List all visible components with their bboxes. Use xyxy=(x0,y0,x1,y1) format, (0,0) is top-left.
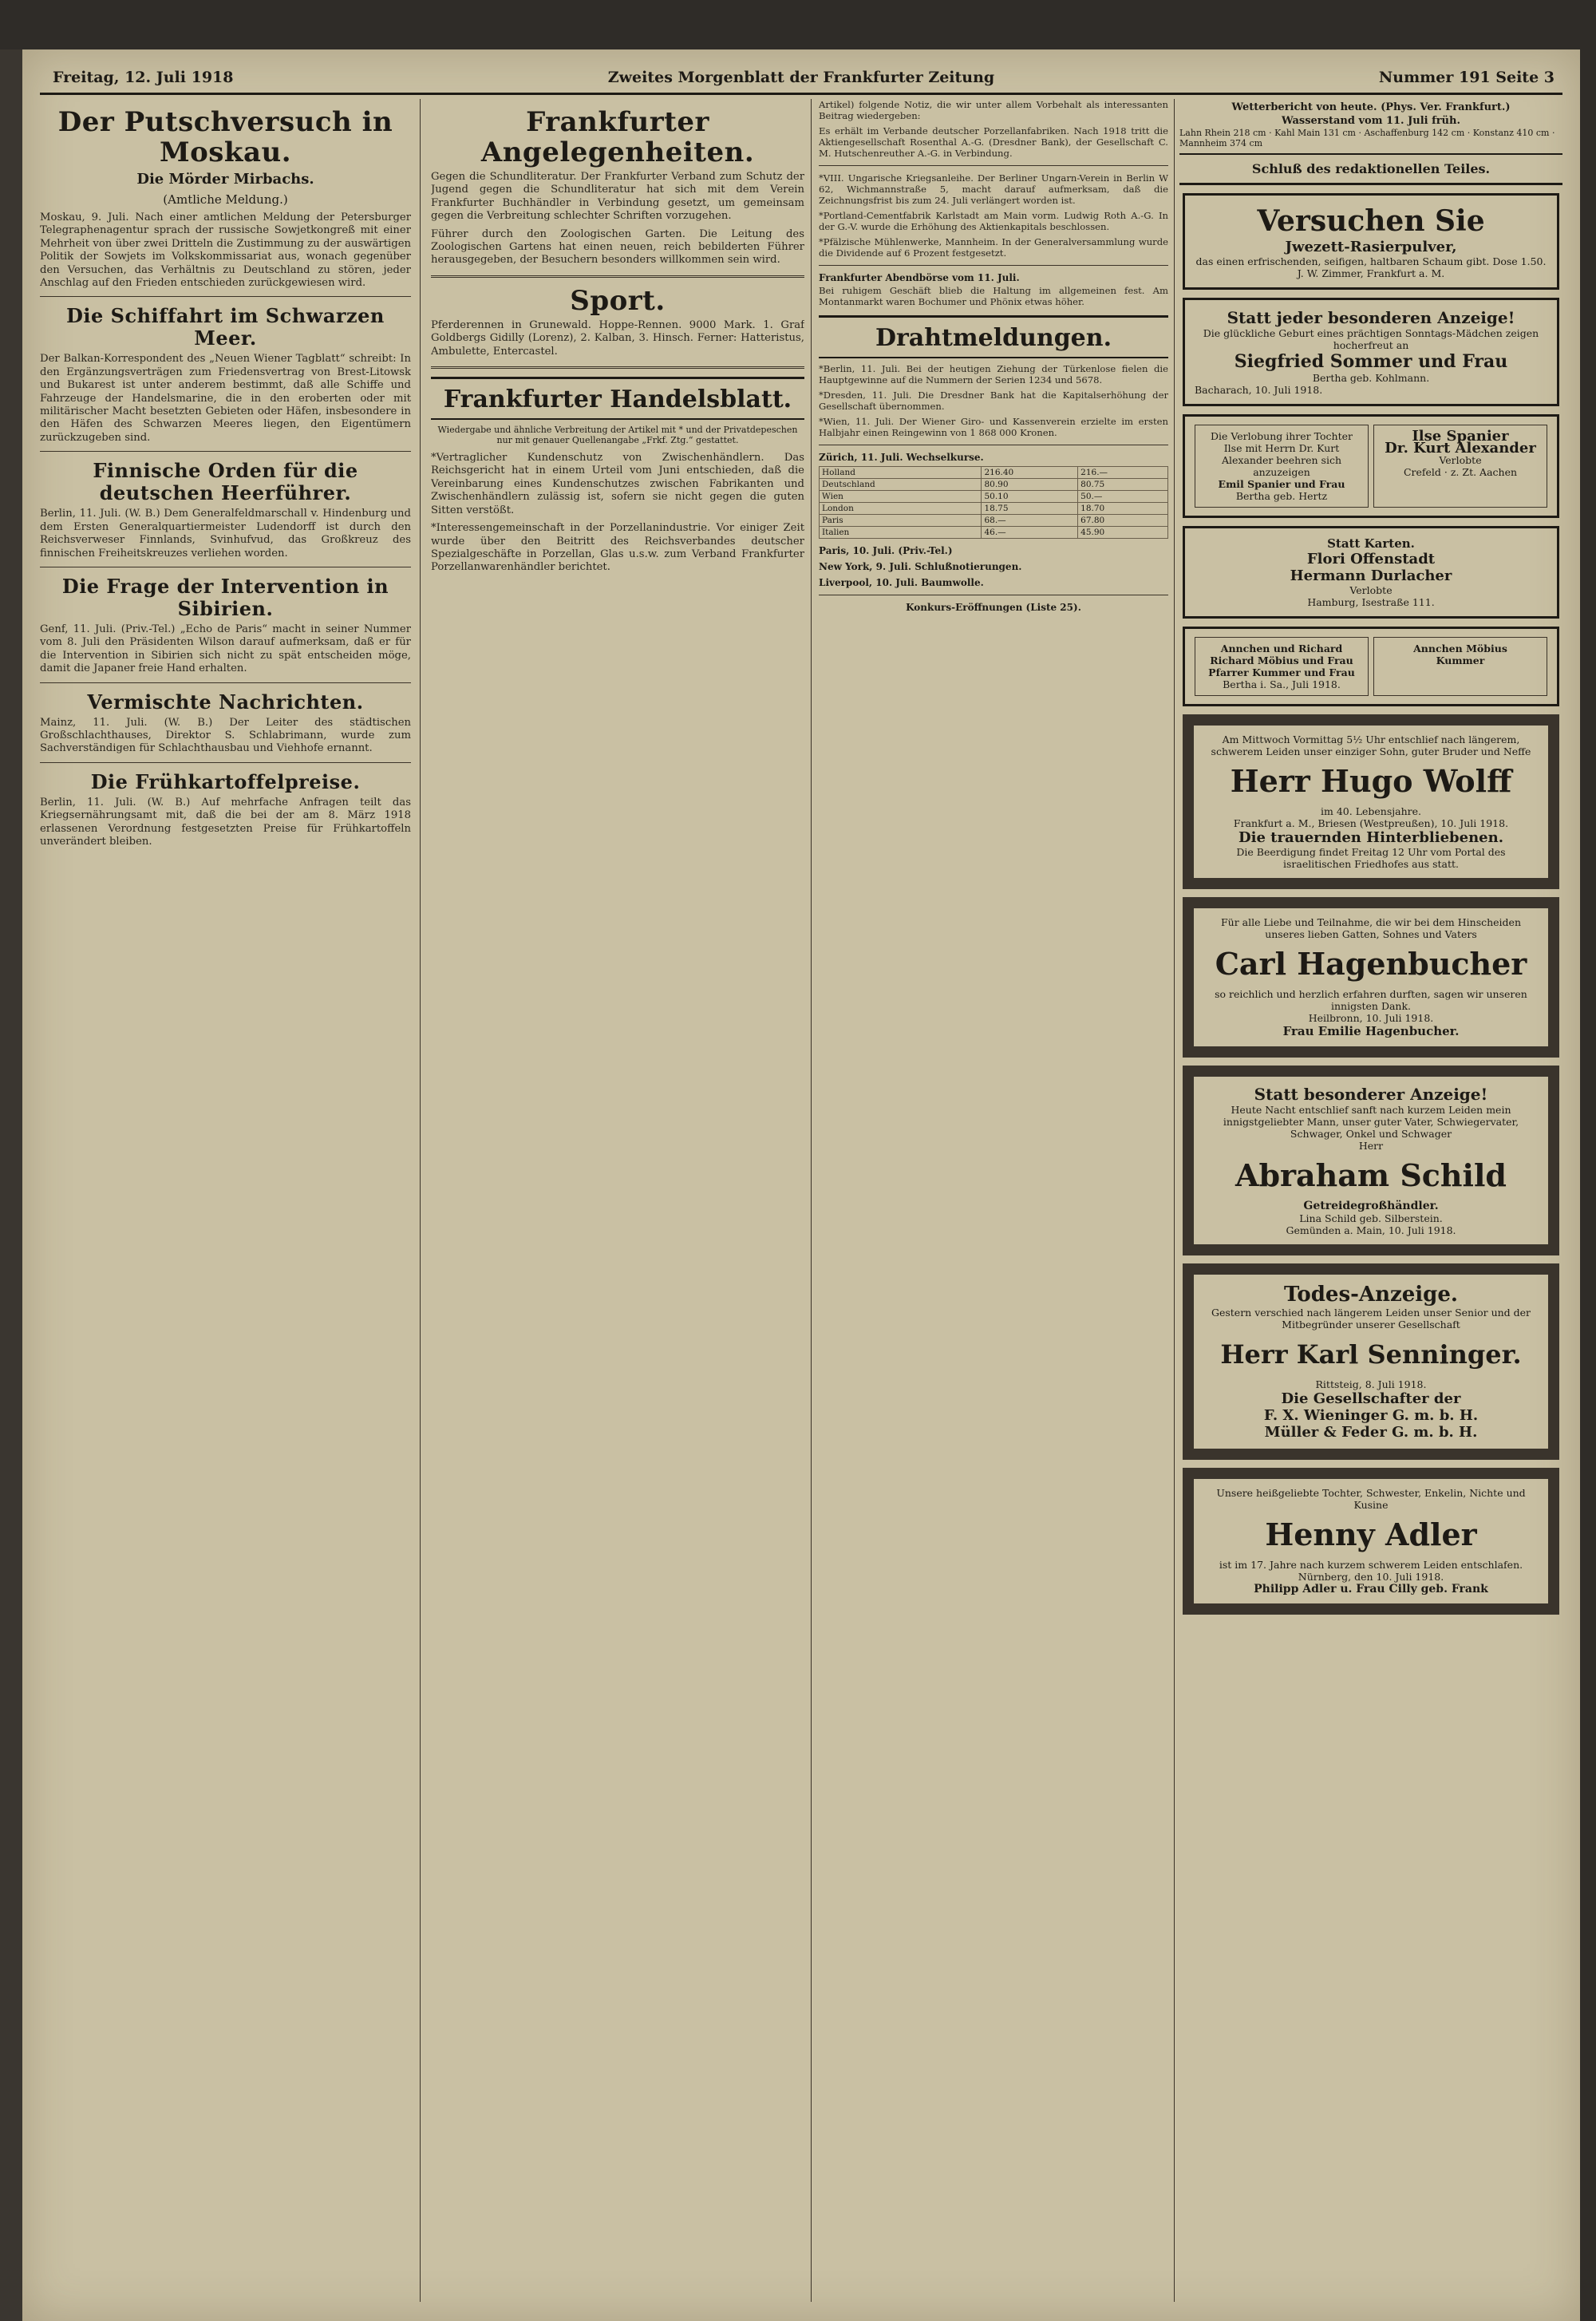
ad-headline: Statt Karten. xyxy=(1327,536,1415,551)
table-cell-label: Deutschland xyxy=(820,479,982,491)
article-body: *Pfälzische Mühlenwerke, Mannheim. In der Generalversammlung wurde die Dividende auf 6 Prozent festgesetzt. xyxy=(819,236,1168,259)
engagement-announcement-offenstadt xyxy=(1183,526,1559,619)
table-cell-value: 80.90 xyxy=(982,479,1078,491)
table-row xyxy=(820,467,1168,479)
article-body: Der Balkan-Korrespondent des „Neuen Wiener Tagblatt“ schreibt: In den Ergänzungsverträgen zum Friedensvertrag von Brest-Litowsk und Bukarest ist unter anderem bestimmt, daß alle Schiffe und Fahrzeuge der Handelsmarine, die in den eroberten oder mit militärischer Macht besetzten Gebieten oder Häfen, insbesondere in den Häfen des Schwarzen Meeres liegen, den Eigentümern zurückzugeben sind. xyxy=(40,353,411,444)
article-headline: Vermischte Nachrichten. xyxy=(87,690,364,714)
ad-product: Jwezett-Rasierpulver, xyxy=(1285,239,1457,255)
column-3 xyxy=(819,99,1168,2302)
ad-headline: Todes-Anzeige. xyxy=(1284,1283,1458,1307)
column-rule xyxy=(1174,99,1175,2302)
column-2 xyxy=(431,99,804,2302)
ad-place-date: Hamburg, Isestraße 111. xyxy=(1307,596,1435,608)
ad-company: Müller & Feder G. m. b. H. xyxy=(1264,1424,1478,1441)
table-cell-value: 50.10 xyxy=(982,491,1078,503)
ad-body: Gestern verschied nach längerem Leiden unser Senior und der Mitbegründer unserer Gesellschaft xyxy=(1211,1307,1531,1331)
article-body: *VIII. Ungarische Kriegsanleihe. Der Berliner Ungarn-Verein in Berlin W 62, Wichmannstraße 5, macht darauf aufmerksam, daß die Zeichnungsfrist bis zum 24. Juli verlängert worden ist. xyxy=(819,172,1168,206)
article-body: Berlin, 11. Juli. (W. B.) Dem Generalfeldmarschall v. Hindenburg und dem Ersten Generalquartiermeister Ludendorff ist durch den Reichsverweser Finnlands, Svinhufvud, das Großkreuz des finnischen Freiheitskreuzes verliehen worden. xyxy=(40,508,411,559)
ad-name: Pfarrer Kummer und Frau xyxy=(1208,666,1355,678)
page-header xyxy=(40,61,1562,95)
table-cell-value: 80.75 xyxy=(1078,479,1168,491)
ad-name: Siegfried Sommer und Frau xyxy=(1234,351,1508,372)
table-row xyxy=(820,527,1168,539)
article-headline: Der Putschversuch in Moskau. xyxy=(57,106,393,168)
thanks-notice-hagenbucher xyxy=(1183,897,1559,1058)
newspaper-page xyxy=(22,49,1580,2321)
article-body: *Wien, 11. Juli. Der Wiener Giro- und Kassenverein erzielte im ersten Halbjahr einen Reingewinn von 1 868 000 Kronen. xyxy=(819,416,1168,438)
death-notice-schild xyxy=(1183,1066,1559,1255)
ad-headline: Statt besonderer Anzeige! xyxy=(1254,1085,1488,1104)
exchange-rate-table xyxy=(819,466,1168,539)
divider xyxy=(819,265,1168,266)
table-cell-value: 45.90 xyxy=(1078,527,1168,539)
engagement-right xyxy=(1373,637,1547,696)
water-level-title: Wasserstand vom 11. Juli früh. xyxy=(1282,115,1460,127)
article-body: Führer durch den Zoologischen Garten. Die Leitung des Zoologischen Gartens hat einen neuen, reich bebilderten Führer herausgegeben, der Besuchern besonders willkommen sein wird. xyxy=(431,227,804,267)
article-note: (Amtliche Meldung.) xyxy=(163,192,288,207)
table-row xyxy=(820,491,1168,503)
ad-signature: Frau Emilie Hagenbucher. xyxy=(1282,1024,1460,1038)
ad-occupation: Getreidegroßhändler. xyxy=(1303,1200,1439,1212)
article-body: *Berlin, 11. Juli. Bei der heutigen Ziehung der Türkenlose fielen die Hauptgewinne auf die Nummern der Serien 1234 und 5678. xyxy=(819,363,1168,386)
ad-body: Für alle Liebe und Teilnahme, die wir bei dem Hinscheiden unseres lieben Gatten, Sohnes und Vaters xyxy=(1220,916,1522,940)
ad-body: Am Mittwoch Vormittag 5½ Uhr entschlief nach längerem, schwerem Leiden unser einziger Sohn, guter Bruder und Neffe xyxy=(1211,733,1531,757)
ad-name: Dr. Kurt Alexander xyxy=(1385,440,1536,457)
ad-subname: Verlobte xyxy=(1439,454,1482,466)
divider xyxy=(40,451,411,452)
weather-title: Wetterbericht von heute. (Phys. Ver. Frankfurt.) xyxy=(1231,101,1511,113)
divider xyxy=(431,275,804,278)
column-rule xyxy=(420,99,421,2302)
article-headline: Sport. xyxy=(570,284,666,317)
table-cell-value: 18.75 xyxy=(982,503,1078,515)
ad-name: Annchen und Richard xyxy=(1220,643,1343,654)
ad-body: Heute Nacht entschlief sanft nach kurzem Leiden mein innigstgeliebter Mann, unser guter Vater, Schwiegervater, Schwager, Onkel und Schwager xyxy=(1223,1104,1519,1140)
table-row xyxy=(820,503,1168,515)
article-body: Gegen die Schundliteratur. Der Frankfurter Verband zum Schutz der Jugend gegen die Schundliteratur hat sich mit dem Verein Frankfurter Buchhändler in Verbindung gesetzt, um gemeinsam gegen die Verbreitung schlechter Schriften vorzugehen. xyxy=(431,171,804,223)
scan-top-border xyxy=(0,0,1596,49)
water-level-values: Lahn Rhein 218 cm · Kahl Main 131 cm · Aschaffenburg 142 cm · Konstanz 410 cm · Mannheim 374 cm xyxy=(1179,128,1555,148)
article-body: Artikel) folgende Notiz, die wir unter allem Vorbehalt als interessanten Beitrag wiedergeben: xyxy=(819,99,1168,121)
divider xyxy=(819,165,1168,166)
ad-name: Flori Offenstadt xyxy=(1306,551,1436,567)
table-row xyxy=(820,515,1168,527)
market-headline: Zürich, 11. Juli. Wechselkurse. xyxy=(819,452,984,463)
table-cell-value: 216.40 xyxy=(982,467,1078,479)
ad-name: Henny Adler xyxy=(1265,1516,1477,1552)
article-body: *Vertraglicher Kundenschutz von Zwischenhändlern. Das Reichsgericht hat in einem Urteil vom Juni entschieden, daß die Vereinbarung eines Kundenschutzes zwischen Fabrikanten und Zwischenhändlern zulässig ist, sofern sie nicht gegen die guten Sitten verstößt. xyxy=(431,452,804,516)
ad-place-date: Heilbronn, 10. Juli 1918. xyxy=(1308,1012,1434,1024)
ad-subname: Bertha geb. Kohlmann. xyxy=(1312,372,1430,384)
divider xyxy=(431,366,804,369)
article-body: Pferderennen in Grunewald. Hoppe-Rennen. 9000 Mark. 1. Graf Goldbergs Gidilly (Lorenz), 2. Kalban, 3. Hinsch. Ferner: Hatteristus, Ambulette, Entercastel. xyxy=(431,318,804,358)
table-cell-label: Italien xyxy=(820,527,982,539)
article-body: *Interessengemeinschaft in der Porzellanindustrie. Vor einiger Zeit wurde über den Beitritt des Reichsverbandes deutscher Spezialgeschäfte in Porzellan, Glas u.s.w. zum Verband Frankfurter Porzellanwarenhändler berichtet. xyxy=(431,522,804,574)
birth-announcement xyxy=(1183,298,1559,406)
market-headline: New York, 9. Juli. Schlußnotierungen. xyxy=(819,561,1022,572)
ad-subname: im 40. Lebensjahre. xyxy=(1321,805,1421,817)
article-body: Bei ruhigem Geschäft blieb die Haltung im allgemeinen fest. Am Montanmarkt waren Bochumer und Phönix etwas höher. xyxy=(819,285,1168,307)
ad-subname: Verlobte xyxy=(1349,584,1393,596)
article-headline: Die Frühkartoffelpreise. xyxy=(90,769,361,793)
ad-body: das einen erfrischenden, seifigen, haltbaren Schaum gibt. Dose 1.50. J. W. Zimmer, Frankfurt a. M. xyxy=(1195,255,1547,279)
ad-body: Die Verlobung ihrer Tochter Ilse mit Herrn Dr. Kurt Alexander beehren sich anzuzeigen xyxy=(1211,430,1353,478)
article-body: Moskau, 9. Juli. Nach einer amtlichen Meldung der Petersburger Telegraphenagentur sprach der russische Sowjetkongreß mit einer Mehrheit von über zwei Dritteln die Zustimmung zu der auswärtigen Politik der Sowjets im Volkskommissariat aus, wonach gegenüber den Versuchen, das Verhältnis zu Deutschland zu stören, jeder Anschlag auf den Frieden entschieden zurückgewiesen wird. xyxy=(40,212,411,290)
editorial-end-note: Schluß des redaktionellen Teiles. xyxy=(1179,155,1562,185)
article-body: Mainz, 11. Juli. (W. B.) Der Leiter des städtischen Großschlachthauses, Direktor S. Schlabrimann, wurde zum Sachverständigen für Schlachthausbau und Viehhofe ernannt. xyxy=(40,716,411,755)
market-headline: Paris, 10. Juli. (Priv.-Tel.) xyxy=(819,545,953,556)
ad-name: Ilse Spanier xyxy=(1412,428,1509,445)
article-headline: Finnische Orden für die deutschen Heerführer. xyxy=(93,459,358,505)
engagement-right xyxy=(1373,425,1547,508)
header-title: Zweites Morgenblatt der Frankfurter Zeitung xyxy=(607,69,995,86)
article-body: *Dresden, 11. Juli. Die Dresdner Bank hat die Kapitalserhöhung der Gesellschaft übernommen. xyxy=(819,389,1168,412)
ad-name: Kummer xyxy=(1436,654,1485,666)
ad-place-date: Frankfurt a. M., Briesen (Westpreußen), 10. Juli 1918. xyxy=(1233,817,1509,829)
ad-place-date: Bertha i. Sa., Juli 1918. xyxy=(1223,678,1341,690)
article-headline: Die Schiffahrt im Schwarzen Meer. xyxy=(66,304,385,350)
ad-name: Annchen Möbius xyxy=(1413,643,1507,654)
ad-place-date: Crefeld · z. Zt. Aachen xyxy=(1403,466,1518,478)
article-headline: Die Frage der Intervention in Sibirien. xyxy=(61,574,389,620)
table-cell-value: 18.70 xyxy=(1078,503,1168,515)
article-body: Berlin, 11. Juli. (W. B.) Auf mehrfache Anfragen teilt das Kriegsernährungsamt mit, daß die bei der am 8. März 1918 erlassenen Verordnung festgesetzten Preise für Frühkartoffeln unverändert bleiben. xyxy=(40,796,411,848)
section-banner: Drahtmeldungen. xyxy=(819,315,1168,358)
article-body: Genf, 11. Juli. (Priv.-Tel.) „Echo de Paris“ macht in seiner Nummer vom 8. Juli den Präsidenten Wilson darauf aufmerksam, daß er für die Intervention in Sibirien sich nicht zu spät entscheiden möge, damit die Japaner freie Hand erhalten. xyxy=(40,623,411,675)
ad-name: Herr Karl Senninger. xyxy=(1220,1339,1522,1370)
divider xyxy=(40,762,411,763)
ad-signature: Lina Schild geb. Silberstein. xyxy=(1299,1212,1443,1224)
article-body: *Portland-Cementfabrik Karlstadt am Main vorm. Ludwig Roth A.-G. In der G.-V. wurde die Erhöhung des Aktienkapitals beschlossen. xyxy=(819,210,1168,232)
death-notice-wolff xyxy=(1183,714,1559,889)
table-cell-value: 68.— xyxy=(982,515,1078,527)
ad-place-date: Bacharach, 10. Juli 1918. xyxy=(1195,384,1323,396)
ad-place-date: Nürnberg, den 10. Juli 1918. xyxy=(1298,1571,1444,1583)
table-cell-value: 67.80 xyxy=(1078,515,1168,527)
advertisement-razor-powder xyxy=(1183,193,1559,290)
header-date: Freitag, 12. Juli 1918 xyxy=(53,69,234,86)
article-body: Es erhält im Verbande deutscher Porzellanfabriken. Nach 1918 tritt die Aktiengesellschaft Rosenthal A.-G. (Dresdner Bank), der Gesellschaft C. M. Hutschenreuther A.-G. in Verbindung. xyxy=(819,125,1168,159)
ad-body: so reichlich und herzlich erfahren durften, sagen wir unseren innigsten Dank. xyxy=(1215,988,1527,1012)
ad-footnote: Die Beerdigung findet Freitag 12 Uhr vom Portal des israelitischen Friedhofes aus statt. xyxy=(1236,846,1506,870)
table-cell-label: London xyxy=(820,503,982,515)
ad-subname: Bertha geb. Hertz xyxy=(1235,490,1328,502)
divider xyxy=(40,296,411,297)
ad-headline: Versuchen Sie xyxy=(1257,204,1485,238)
death-notice-senninger xyxy=(1183,1263,1559,1460)
engagement-announcement-moebius xyxy=(1183,627,1559,706)
column-1 xyxy=(40,99,411,2302)
table-cell-value: 50.— xyxy=(1078,491,1168,503)
table-cell-value: 46.— xyxy=(982,527,1078,539)
table-cell-label: Paris xyxy=(820,515,982,527)
bankruptcy-headline: Konkurs-Eröffnungen (Liste 25). xyxy=(906,602,1081,613)
engagement-left xyxy=(1195,425,1369,508)
divider xyxy=(40,682,411,683)
section-note: Wiedergabe und ähnliche Verbreitung der Artikel mit * und der Privatdepeschen nur mit genauer Quellenangabe „Frkf. Ztg.“ gestattet. xyxy=(437,425,798,446)
ad-name: Carl Hagenbucher xyxy=(1215,946,1527,982)
death-notice-adler xyxy=(1183,1468,1559,1615)
ad-body: Die glückliche Geburt eines prächtigen Sonntags-Mädchen zeigen hocherfreut an xyxy=(1203,327,1539,351)
engagement-left xyxy=(1195,637,1369,696)
column-4 xyxy=(1179,99,1562,2302)
article-headline: Frankfurter Abendbörse vom 11. Juli. xyxy=(819,272,1020,283)
ad-body: Unsere heißgeliebte Tochter, Schwester, Enkelin, Nichte und Kusine xyxy=(1216,1487,1526,1511)
engagement-announcement-spanier xyxy=(1183,414,1559,518)
ad-company: Die Gesellschafter der xyxy=(1281,1390,1461,1407)
ad-place-date: Rittsteig, 8. Juli 1918. xyxy=(1315,1378,1427,1390)
ad-name: Hermann Durlacher xyxy=(1290,567,1452,584)
table-cell-label: Holland xyxy=(820,467,982,479)
ad-headline: Statt jeder besonderen Anzeige! xyxy=(1227,308,1515,327)
article-subheadline: Die Mörder Mirbachs. xyxy=(136,171,314,188)
ad-name: Abraham Schild xyxy=(1235,1157,1507,1193)
article-headline: Frankfurter Angelegenheiten. xyxy=(480,106,755,168)
scan-left-border xyxy=(0,49,22,2321)
table-row xyxy=(820,479,1168,491)
ad-name: Herr Hugo Wolff xyxy=(1230,763,1512,799)
weather-report xyxy=(1179,102,1562,155)
ad-name: Emil Spanier und Frau xyxy=(1218,478,1345,490)
table-cell-label: Wien xyxy=(820,491,982,503)
ad-signature: Die trauernden Hinterbliebenen. xyxy=(1238,829,1503,846)
ad-title: Herr xyxy=(1358,1140,1384,1152)
table-cell-value: 216.— xyxy=(1078,467,1168,479)
ad-company: F. X. Wieninger G. m. b. H. xyxy=(1263,1407,1479,1424)
column-rule xyxy=(811,99,812,2302)
ad-body: ist im 17. Jahre nach kurzem schwerem Leiden entschlafen. xyxy=(1219,1559,1523,1571)
ad-name: Richard Möbius und Frau xyxy=(1210,654,1353,666)
ad-signature: Philipp Adler u. Frau Cilly geb. Frank xyxy=(1254,1583,1488,1595)
ad-place-date: Gemünden a. Main, 10. Juli 1918. xyxy=(1286,1224,1456,1236)
section-banner: Frankfurter Handelsblatt. xyxy=(431,377,804,420)
market-headline: Liverpool, 10. Juli. Baumwolle. xyxy=(819,577,984,588)
header-page-number: Nummer 191 Seite 3 xyxy=(1378,69,1555,86)
